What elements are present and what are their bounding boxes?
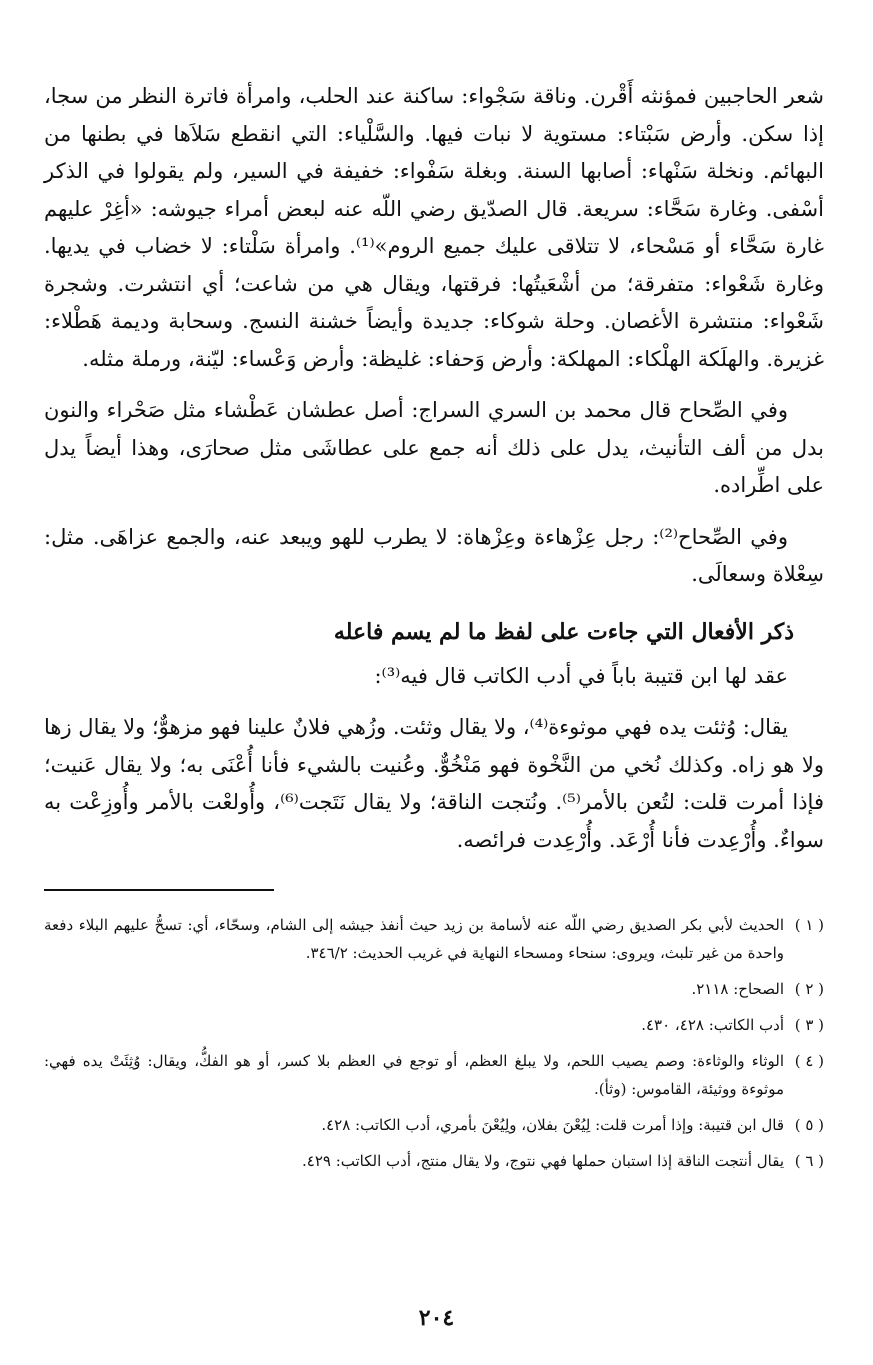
- footnote-number: ( ٢ ): [794, 980, 824, 998]
- footnote-1: [44, 911, 824, 967]
- paragraph-1: شعر الحاجبين فمؤنثه أَقْرن. وناقة سَجْواء: ساكنة عند الحلب، وامرأة فاترة النظر من سجا، إذا سكن. وأرض سَبْتاء: مستوية لا نبات فيها. والسَّلْياء: التي انقطع سَلاَها في بطنها من البهائم. ونخلة سَنْهاء: أصابها السنة. وبغلة سَفْواء: خفيفة في السير، ولم يقولوا في الذكر أسْفى. وغارة سَحَّاء: سريعة. قال الصدّيق رضي اللّه عنه لبعض أمراء جيوشه: «أغِرْ عليهم غارة سَحَّاء أو مَسْحاء، لا تتلاقى عليك جميع الروم»⁽¹⁾. وامرأة سَلْتاء: لا خضاب في يديها. وغارة شَعْواء: متفرقة؛ من أشْعَيتُها: فرقتها، ويقال هي من شاعت؛ أي انتشرت. وشجرة شَعْواء: منتشرة الأغصان. وحلة شوكاء: جديدة وأيضاً خشنة النسج. وسحابة وديمة هَطْلاء: غزيرة. والهلَكة الهلْكاء: المهلكة: وأرض وَحفاء: غليظة: وأرض وَعْساء: ليّنة، ورملة مثله.: [44, 84, 824, 371]
- page-number: ٢٠٤: [418, 1305, 455, 1331]
- footnote-text: أدب الكاتب: ٤٢٨، ٤٣٠.: [641, 1016, 784, 1034]
- footnote-5: [44, 1111, 824, 1139]
- section-heading: ذكر الأفعال التي جاءت على لفظ ما لم يسم فاعله: [333, 618, 794, 645]
- footnote-text: الصحاح: ٢١١٨.: [691, 980, 784, 998]
- footnote-2: [44, 975, 824, 1003]
- footnote-6: [44, 1147, 824, 1175]
- footnote-number: ( ٤ ): [794, 1052, 824, 1070]
- main-text: [44, 78, 824, 859]
- footnote-number: ( ١ ): [794, 916, 824, 934]
- footnote-number: ( ٥ ): [794, 1116, 824, 1134]
- footnotes: [44, 911, 824, 1175]
- footnote-3: [44, 1011, 824, 1039]
- footnote-number: ( ٣ ): [794, 1016, 824, 1034]
- paragraph-2: وفي الصِّحاح قال محمد بن السري السراج: أصل عطشان عَطْشاء مثل صَحْراء والنون بدل من ألف التأنيث، يدل على ذلك أنه جمع على عطاشَى مثل صحارَى، وهذا أيضاً يدل على اطِّراده.: [44, 398, 824, 497]
- book-page: [44, 78, 824, 1358]
- paragraph-3: وفي الصِّحاح⁽²⁾: رجل عِزْهاءة وعِزْهاة: لا يطرب للهو ويبعد عنه، والجمع عزاهَى. مثل: سِعْلاة وسعالَى.: [44, 524, 824, 586]
- footnote-number: ( ٦ ): [794, 1152, 824, 1170]
- paragraph-4: عقد لها ابن قتيبة باباً في أدب الكاتب قال فيه⁽³⁾:: [374, 663, 788, 688]
- paragraph-5: يقال: وُثئت يده فهي موثوءة⁽⁴⁾، ولا يقال وثئت. وزُهي فلانٌ علينا فهو مزهوٌّ؛ ولا يقال زها ولا هو زاه. وكذلك نُخي من النَّخْوة فهو مَنْخُوٌّ. وعُنيت بالشيء فأنا أُعْنَى به؛ ولا يقال عَنيت؛ فإذا أمرت قلت: لتُعن بالأمر⁽⁵⁾. ونُتجت الناقة؛ ولا يقال نَتَجت⁽⁶⁾، وأُولعْت بالأمر وأُوزِعْت به سواءٌ. وأُرْعِدت فأنا أُرْعَد. وأُرْعِدت فرائصه.: [44, 715, 824, 852]
- footnote-4: [44, 1047, 824, 1103]
- footnote-text: يقال أنتجت الناقة إذا استبان حملها فهي نتوج، ولا يقال منتج، أدب الكاتب: ٤٢٩.: [302, 1152, 784, 1170]
- footnote-text: قال ابن قتيبة: وإذا أمرت قلت: لِيُعْنَ بفلان، ولِيُعْنَ بأمري، أدب الكاتب: ٤٢٨.: [321, 1116, 784, 1134]
- footnote-divider: [44, 889, 274, 891]
- footnote-text: الوثاء والوثاءة: وصم يصيب اللحم، ولا يبلغ العظم، أو توجع في العظم بلا كسر، أو هو الفكُّ، ويقال: وُثِئَتْ يده فهي: موثوءة ووثيئة، القاموس: (وثأ).: [44, 1052, 784, 1098]
- footnote-text: الحديث لأبي بكر الصديق رضي اللّه عنه لأسامة بن زيد حيث أنفذ جيشه إلى الشام، وسحّاء، أي: تسحُّ عليهم البلاء دفعة واحدة من غير تلبث، ويروى: سنحاء ومسحاء النهاية في غريب الحديث: ٣٤٦/٢.: [44, 916, 784, 962]
